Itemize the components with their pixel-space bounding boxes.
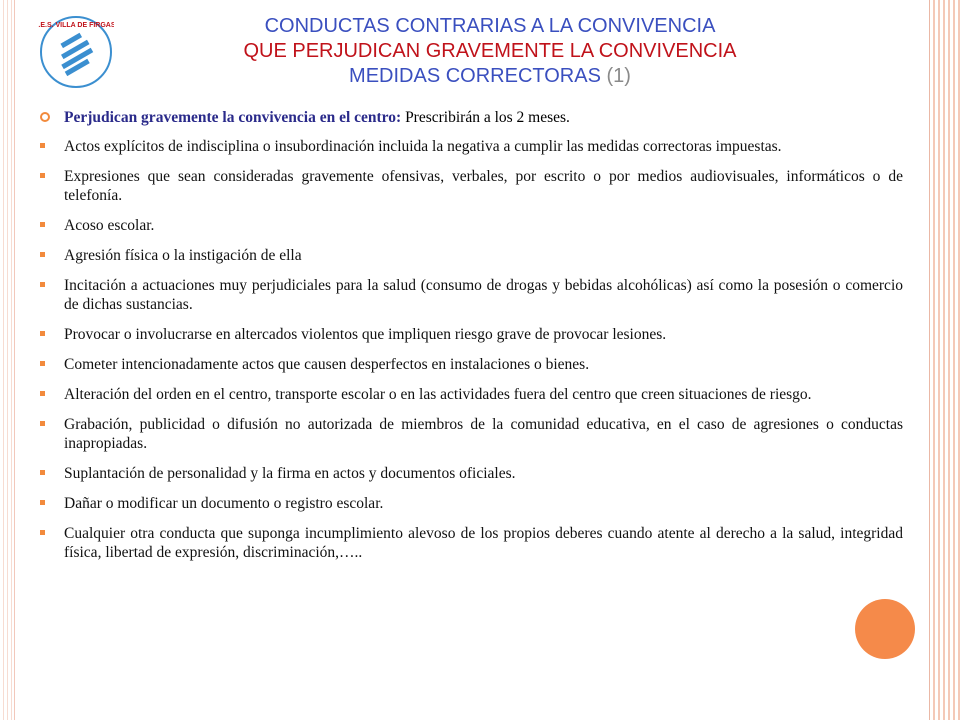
conduct-list	[40, 137, 903, 562]
intro-bullet	[40, 108, 903, 127]
list-item: Expresiones que sean consideradas gravemente ofensivas, verbales, por escrito o por medios audiovisuales, informáticos o de telefonía.	[40, 167, 903, 205]
right-frame-border	[929, 0, 960, 720]
slide-content	[40, 108, 903, 573]
list-item: Cualquier otra conducta que suponga incumplimiento alevoso de los propios deberes cuando atente al derecho a la salud, integridad física, libertad de expresión, discriminación,…..	[40, 524, 903, 562]
list-item: Grabación, publicidad o difusión no autorizada de miembros de la comunidad educativa, en el caso de agresiones o conductas inapropiadas.	[40, 415, 903, 453]
title-line-3-number: (1)	[606, 65, 631, 87]
list-item: Dañar o modificar un documento o registro escolar.	[40, 494, 903, 513]
logo-text: I.E.S. VILLA DE FIRGAS	[38, 22, 114, 29]
list-item: Incitación a actuaciones muy perjudiciales para la salud (consumo de drogas y bebidas alcohólicas) así como la posesión o comercio de dichas sustancias.	[40, 276, 903, 314]
list-item: Agresión física o la instigación de ella	[40, 246, 903, 265]
square-bullet-icon	[40, 282, 45, 287]
list-item: Provocar o involucrarse en altercados violentos que impliquen riesgo grave de provocar lesiones.	[40, 325, 903, 344]
square-bullet-icon	[40, 530, 45, 535]
intro-text: Prescribirán a los 2 meses.	[401, 109, 570, 126]
square-bullet-icon	[40, 331, 45, 336]
square-bullet-icon	[40, 470, 45, 475]
square-bullet-icon	[40, 143, 45, 148]
circle-bullet-icon	[40, 112, 50, 122]
list-item: Acoso escolar.	[40, 216, 903, 235]
title-line-3-text: MEDIDAS CORRECTORAS	[349, 65, 601, 87]
intro-bold-text: Perjudican gravemente la convivencia en el centro:	[64, 109, 402, 126]
list-item: Suplantación de personalidad y la firma en actos y documentos oficiales.	[40, 464, 903, 483]
square-bullet-icon	[40, 222, 45, 227]
square-bullet-icon	[40, 391, 45, 396]
square-bullet-icon	[40, 252, 45, 257]
left-frame-border	[0, 0, 15, 720]
list-item: Cometer intencionadamente actos que causen desperfectos en instalaciones o bienes.	[40, 355, 903, 374]
square-bullet-icon	[40, 173, 45, 178]
title-line-2: QUE PERJUDICAN GRAVEMENTE LA CONVIVENCIA	[243, 40, 737, 62]
decorative-circle	[855, 599, 915, 659]
school-logo	[38, 14, 114, 90]
title-line-1: CONDUCTAS CONTRARIAS A LA CONVIVENCIA	[264, 15, 716, 37]
title-line-3	[150, 64, 830, 89]
list-item: Alteración del orden en el centro, transporte escolar o en las actividades fuera del centro que creen situaciones de riesgo.	[40, 385, 903, 404]
square-bullet-icon	[40, 500, 45, 505]
list-item: Actos explícitos de indisciplina o insubordinación incluida la negativa a cumplir las medidas correctoras impuestas.	[40, 137, 903, 156]
square-bullet-icon	[40, 361, 45, 366]
slide-title	[150, 14, 830, 89]
square-bullet-icon	[40, 421, 45, 426]
